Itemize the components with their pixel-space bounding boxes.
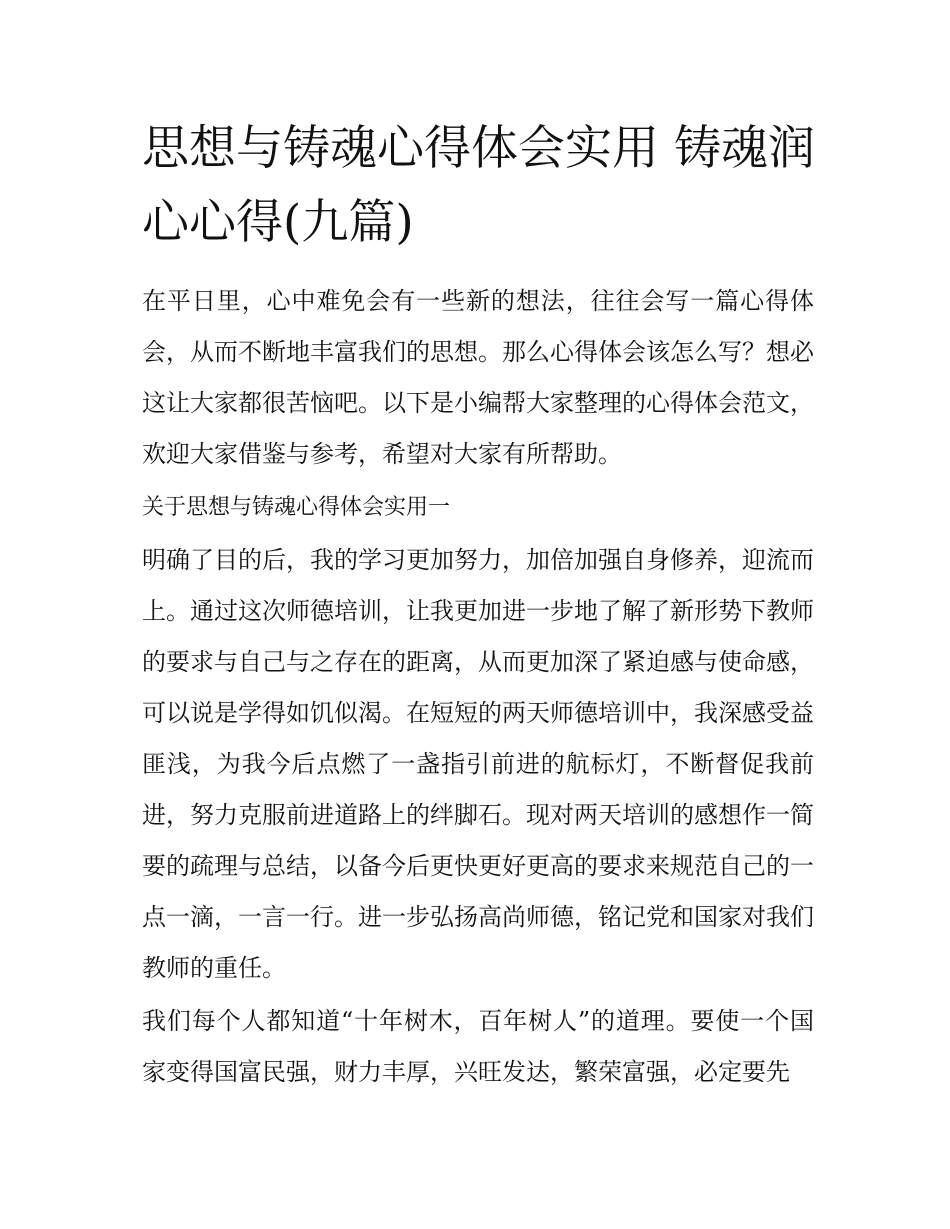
intro-paragraph: 在平日里，心中难免会有一些新的想法，往往会写一篇心得体会，从而不断地丰富我们的思想。那么心得体会该怎么写？想必这让大家都很苦恼吧。以下是小编帮大家整理的心得体会范文，欢迎大家借鉴与参考，希望对大家有所帮助。 [142, 287, 814, 468]
document-title: 思想与铸魂心得体会实用 铸魂润心心得(九篇) [142, 121, 815, 250]
body-paragraph-1: 明确了目的后，我的学习更加努力，加倍加强自身修养，迎流而上。通过这次师德培训，让我更加进一步地了解了新形势下教师的要求与自己与之存在的距离，从而更加深了紧迫感与使命感，可以说是学得如饥似渴。在短短的两天师德培训中，我深感受益匪浅，为我今后点燃了一盏指引前进的航标灯，不断督促我前进，努力克服前进道路上的绊脚石。现对两天培训的感想作一简要的疏理与总结，以备今后更快更好更高的要求来规范自己的一点一滴，一言一行。进一步弘扬高尚师德，铭记党和国家对我们教师的重任。 [142, 546, 814, 982]
section-heading: 关于思想与铸魂心得体会实用一 [142, 495, 451, 520]
body-paragraph-2: 我们每个人都知道“十年树木，百年树人”的道理。要使一个国家变得国富民强，财力丰厚，兴旺发达，繁荣富强，必定要先 [142, 1007, 814, 1086]
document-body [142, 276, 814, 1100]
